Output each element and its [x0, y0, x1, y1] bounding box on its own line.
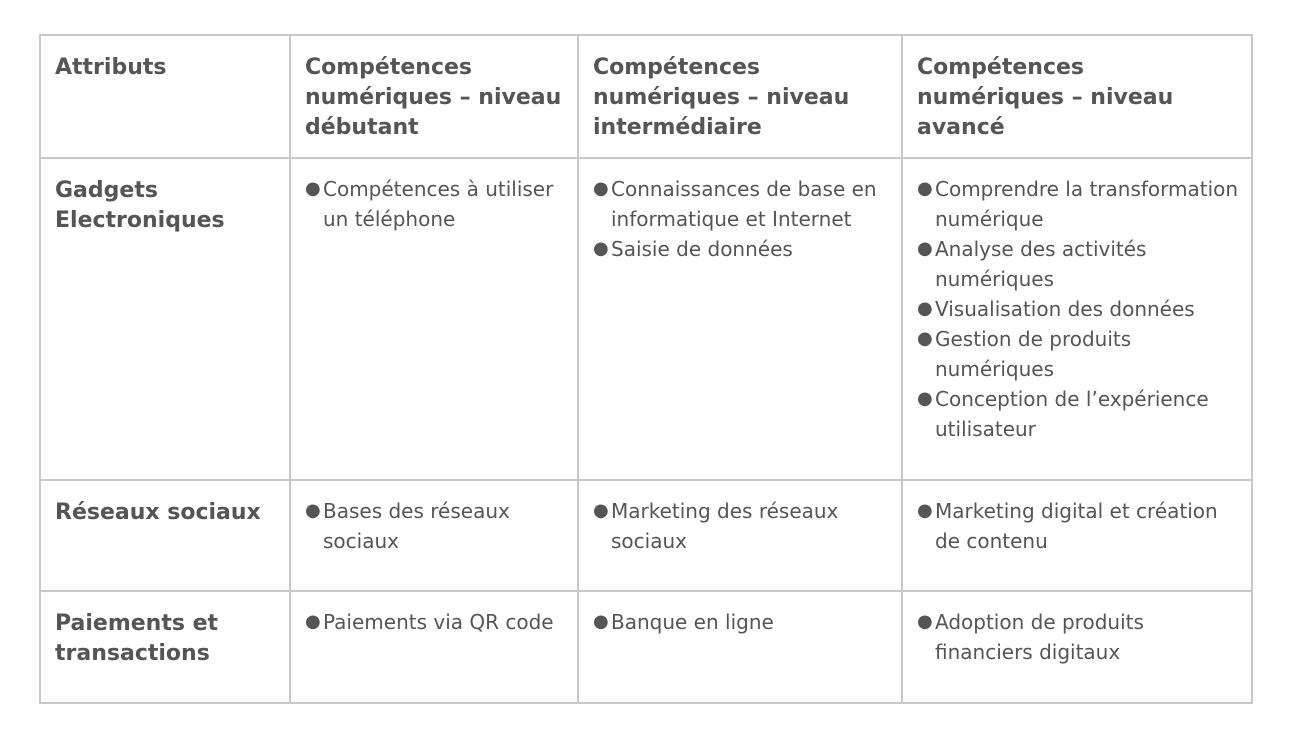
bullet-icon: ●	[917, 328, 933, 349]
advanced-cell	[902, 480, 1252, 591]
table-header-row	[40, 35, 1252, 158]
list-item-text: Saisie de données	[611, 237, 793, 261]
list-item	[917, 496, 1239, 556]
beginner-cell	[290, 591, 578, 703]
bullet-list	[903, 481, 1251, 556]
list-item	[305, 496, 565, 556]
intermediate-cell	[578, 591, 902, 703]
bullet-icon: ●	[917, 611, 933, 632]
list-item	[917, 234, 1239, 294]
row-label-cell	[40, 591, 290, 703]
bullet-list	[579, 481, 901, 556]
bullet-list	[579, 592, 901, 637]
bullet-icon: ●	[917, 298, 933, 319]
bullet-icon: ●	[305, 178, 321, 199]
list-item	[917, 607, 1239, 667]
table-row	[40, 158, 1252, 480]
list-item-text: Comprendre la transformation numérique	[935, 177, 1239, 231]
list-item	[917, 384, 1239, 444]
list-item-text: Paiements via QR code	[323, 610, 554, 634]
intermediate-cell	[578, 480, 902, 591]
intermediate-cell	[578, 158, 902, 480]
beginner-cell	[290, 480, 578, 591]
list-item-text: Visualisation des données	[935, 297, 1195, 321]
bullet-list	[903, 159, 1251, 444]
advanced-cell	[902, 158, 1252, 480]
list-item-text: Compétences à utiliser un téléphone	[323, 177, 554, 231]
bullet-list	[291, 481, 577, 556]
bullet-icon: ●	[305, 611, 321, 632]
list-item-text: Conception de l’expérience utilisateur	[935, 387, 1209, 441]
list-item-text: Gestion de produits numériques	[935, 327, 1132, 381]
list-item-text: Banque en ligne	[611, 610, 774, 634]
list-item-text: Connaissances de base en informatique et Internet	[611, 177, 877, 231]
bullet-icon: ●	[593, 178, 609, 199]
list-item	[305, 174, 565, 234]
list-item	[593, 174, 889, 234]
header-label: Compétences numériques – niveau avancé	[917, 55, 1174, 140]
bullet-icon: ●	[305, 500, 321, 521]
row-label-cell	[40, 480, 290, 591]
header-cell-intermediate	[578, 35, 902, 158]
bullet-icon: ●	[593, 238, 609, 259]
list-item-text: Bases des réseaux sociaux	[323, 499, 510, 553]
table-row	[40, 480, 1252, 591]
row-label: Gadgets Electroniques	[55, 178, 225, 233]
header-label: Compétences numériques – niveau débutant	[305, 55, 562, 140]
bullet-list	[291, 592, 577, 637]
row-label: Paiements et transactions	[55, 611, 219, 666]
list-item-text: Adoption de produits financiers digitaux	[935, 610, 1144, 664]
table-row	[40, 591, 1252, 703]
list-item	[917, 294, 1239, 324]
bullet-icon: ●	[593, 500, 609, 521]
list-item	[593, 607, 889, 637]
list-item	[305, 607, 565, 637]
skills-table	[39, 34, 1253, 704]
list-item-text: Marketing des réseaux sociaux	[611, 499, 839, 553]
list-item-text: Analyse des activités numériques	[935, 237, 1147, 291]
advanced-cell	[902, 591, 1252, 703]
bullet-icon: ●	[917, 500, 933, 521]
beginner-cell	[290, 158, 578, 480]
list-item-text: Marketing digital et création de contenu	[935, 499, 1218, 553]
bullet-icon: ●	[917, 178, 933, 199]
bullet-list	[579, 159, 901, 264]
header-cell-attributes	[40, 35, 290, 158]
header-label: Compétences numériques – niveau intermédiaire	[593, 55, 850, 140]
list-item	[917, 324, 1239, 384]
list-item	[593, 496, 889, 556]
list-item	[593, 234, 889, 264]
header-cell-advanced	[902, 35, 1252, 158]
row-label-cell	[40, 158, 290, 480]
bullet-icon: ●	[917, 238, 933, 259]
row-label: Réseaux sociaux	[55, 500, 261, 525]
bullet-list	[903, 592, 1251, 667]
bullet-list	[291, 159, 577, 234]
bullet-icon: ●	[593, 611, 609, 632]
header-cell-beginner	[290, 35, 578, 158]
bullet-icon: ●	[917, 388, 933, 409]
list-item	[917, 174, 1239, 234]
header-label: Attributs	[55, 55, 167, 80]
